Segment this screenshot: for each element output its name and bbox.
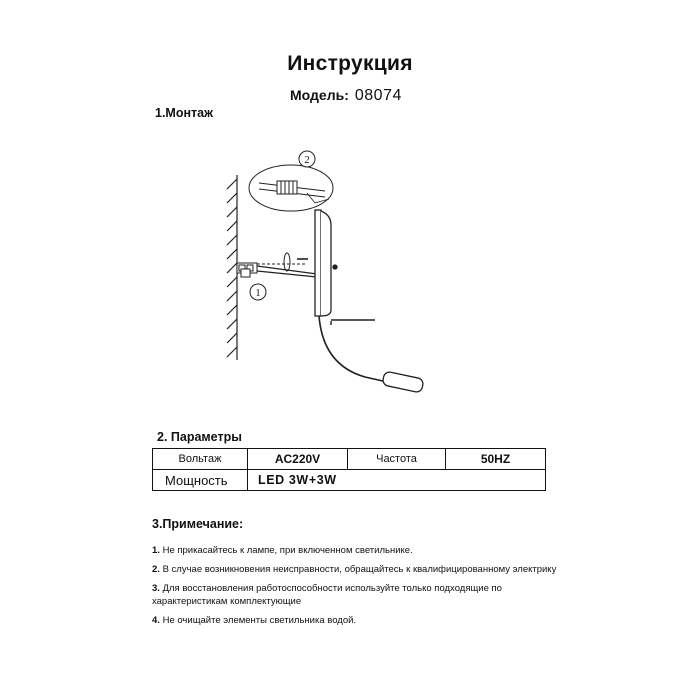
callout-1: [250, 284, 266, 300]
svg-text:1: 1: [255, 287, 261, 299]
section-params-heading: 2. Параметры: [157, 430, 242, 444]
connector-detail: [249, 165, 333, 211]
flexible-arm: [319, 316, 383, 381]
note-text: Не очищайте элементы светильника водой.: [162, 615, 357, 626]
lamp-base: [315, 210, 337, 316]
document-title: Инструкция: [287, 52, 413, 75]
note-text: В случае возникновения неисправности, обращайтесь к квалифицированному электрику: [162, 564, 557, 575]
notes-list: [152, 544, 572, 633]
svg-text:2: 2: [304, 154, 310, 166]
note-number: 4.: [152, 615, 160, 626]
note-item: [152, 544, 572, 557]
table-row: [153, 449, 546, 470]
note-item: [152, 614, 572, 627]
reading-lamp-head: [382, 371, 424, 393]
note-number: 3.: [152, 583, 160, 594]
table-row: [153, 470, 546, 491]
frequency-value: 50HZ: [446, 449, 546, 470]
section-notes-heading: 3.Примечание:: [152, 517, 244, 531]
power-label: Мощность: [153, 470, 248, 491]
frequency-label: Частота: [348, 449, 446, 470]
voltage-value: AC220V: [248, 449, 348, 470]
note-number: 1.: [152, 545, 160, 556]
wall: [227, 175, 237, 360]
mounting-bracket: [237, 263, 257, 277]
section-mount-heading: 1.Монтаж: [155, 106, 213, 120]
model-line: [290, 87, 402, 105]
note-item: [152, 582, 572, 608]
model-label: Модель:: [290, 87, 349, 103]
mounting-diagram: [215, 145, 445, 410]
note-item: [152, 563, 572, 576]
voltage-label: Вольтаж: [153, 449, 248, 470]
power-value: LED 3W+3W: [248, 470, 546, 491]
note-text: Для восстановления работоспособности используйте только подходящие по характеристикам комплектующие: [152, 583, 502, 607]
note-text: Не прикасайтесь к лампе, при включенном светильнике.: [162, 545, 413, 556]
callout-2: [299, 151, 315, 167]
wires: [257, 253, 317, 277]
note-number: 2.: [152, 564, 160, 575]
parameters-table: [152, 448, 546, 491]
model-value: 08074: [354, 87, 402, 104]
shelf: [331, 320, 375, 325]
